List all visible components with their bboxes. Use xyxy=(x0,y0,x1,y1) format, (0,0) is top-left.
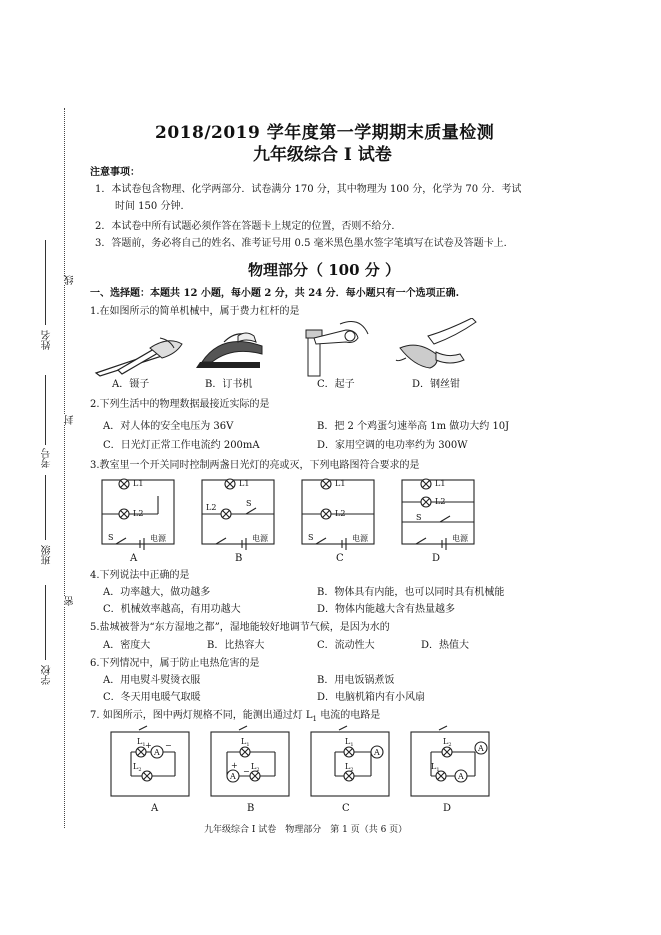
q5-stem: 5.盐城被誉为“东方湿地之都”，湿地能较好地调节气候，是因为水的 xyxy=(90,622,390,633)
q3b-src: 电源 xyxy=(252,534,268,543)
margin-label-name: 姓名 xyxy=(42,330,53,350)
q3d-l2: L2 xyxy=(435,497,446,506)
q2-option-a: A．对人体的安全电压为 36V xyxy=(103,421,234,432)
notice-item-3: 3．答题前，务必将自己的姓名、准考证号用 0.5 毫米黑色墨水签字笔填写在试卷及答题卡上． xyxy=(95,238,514,249)
q3a-l1: L1 xyxy=(133,479,144,488)
q7a-plus: + xyxy=(145,741,152,750)
q3-stem: 3.教室里一个开关同时控制两盏日光灯的亮或灭，下列电路图符合要求的是 xyxy=(90,460,420,471)
q5-option-d: D．热值大 xyxy=(421,640,470,651)
q4-option-a: A．功率越大，做功越多 xyxy=(103,587,211,598)
notice-item-1-cont: 时间 150 分钟． xyxy=(115,201,191,212)
q7-circuits xyxy=(105,724,495,802)
q3d-s: S xyxy=(416,513,422,522)
q3c-l1: L1 xyxy=(335,479,346,488)
q7-circuit-b xyxy=(211,726,289,796)
q3-label-b: B xyxy=(235,553,243,564)
q7a-minus: − xyxy=(165,741,172,750)
q7c-ammeter: A xyxy=(374,748,380,757)
margin-label-exam-no: 考号 xyxy=(42,448,53,468)
q7b-l1-label: $L_1$ xyxy=(241,737,250,748)
q3a-src: 电源 xyxy=(150,534,166,543)
q5-option-b: B．比热容大 xyxy=(207,640,265,651)
q3d-src: 电源 xyxy=(452,534,468,543)
q2-option-b: B．把 2 个鸡蛋匀速举高 1m 做功大约 10J xyxy=(317,421,510,432)
q3-label-c: C xyxy=(336,553,344,564)
seal-seal-text: 封 xyxy=(65,415,76,425)
q1-option-d: D．钢丝钳 xyxy=(412,379,461,390)
q5-option-a: A．密度大 xyxy=(103,640,151,651)
page-footer: 九年级综合 I 试卷 物理部分 第 1 页（共 6 页） xyxy=(204,825,408,835)
q7b-l2-label: $L_2$ xyxy=(251,762,260,773)
q7-circuit-a xyxy=(111,726,189,796)
q4-stem: 4.下列说法中正确的是 xyxy=(90,570,190,581)
q7-label-b: B xyxy=(247,803,255,814)
q6-option-b: B．用电饭锅煮饭 xyxy=(317,675,395,686)
q7-circuit-d xyxy=(411,726,489,796)
q3c-src: 电源 xyxy=(352,534,368,543)
q3-label-a: A xyxy=(130,553,138,564)
q6-option-a: A．用电熨斗熨烫衣服 xyxy=(103,675,201,686)
seal-dense-text: 密 xyxy=(65,596,76,606)
seal-line-text: 线 xyxy=(65,275,76,285)
bottle-opener-figure xyxy=(306,322,368,376)
q2-option-c: C．日光灯正常工作电流约 200mA xyxy=(103,440,260,451)
name-blank[interactable] xyxy=(45,240,46,325)
q7b-plus: + xyxy=(231,761,238,770)
q2-stem: 2.下列生活中的物理数据最接近实际的是 xyxy=(90,399,270,410)
q3b-l2: L2 xyxy=(206,503,217,512)
q7d-l2-label: $L_1$ xyxy=(431,762,440,773)
stapler-figure xyxy=(196,333,262,368)
margin-label-school: 学校 xyxy=(42,665,53,685)
q3c-s: S xyxy=(308,533,314,542)
q2-option-d: D．家用空调的电功率约为 300W xyxy=(317,440,468,451)
part1-heading: 一、选择题：本题共 12 小题，每小题 2 分，共 24 分．每小题只有一个选项正确. xyxy=(90,288,460,299)
q3d-l1: L1 xyxy=(435,479,446,488)
q7-stem: 7. 如图所示，图中两灯规格不同，能测出通过灯 $L_1$ 电流的电路是 xyxy=(90,710,381,723)
q6-stem: 6.下列情况中，属于防止电热危害的是 xyxy=(90,658,260,669)
notice-item-1: 1．本试卷包含物理、化学两部分．试卷满分 170 分，其中物理为 100 分，化学为 70 分．考试 xyxy=(95,184,522,195)
q3a-s: S xyxy=(108,533,114,542)
q3c-l2: L2 xyxy=(335,509,346,518)
q7a-l2-label: $L_2$ xyxy=(133,762,142,773)
q4-option-b: B．物体具有内能，也可以同时具有机械能 xyxy=(317,587,505,598)
notice-item-2: 2．本试卷中所有试题必须作答在答题卡上规定的位置，否则不给分． xyxy=(95,221,402,232)
q4-option-c: C．机械效率越高，有用功越大 xyxy=(103,604,241,615)
class-blank[interactable] xyxy=(45,475,46,540)
q1-stem: 1.在如图所示的简单机械中，属于费力杠杆的是 xyxy=(90,306,300,317)
q5-option-c: C．流动性大 xyxy=(317,640,375,651)
q1-option-a: A．镊子 xyxy=(112,379,150,390)
q3a-l2: L2 xyxy=(133,509,144,518)
exam-subtitle: 九年级综合 I 试卷 xyxy=(253,145,392,165)
q7b-ammeter: A xyxy=(230,772,236,781)
q7d-l1-label: $L_2$ xyxy=(443,737,452,748)
q7d-ammeter-2: A xyxy=(478,744,484,753)
q7-label-c: C xyxy=(342,803,350,814)
margin-label-class: 班级 xyxy=(42,545,53,565)
school-blank[interactable] xyxy=(45,585,46,660)
q4-option-d: D．物体内能越大含有热量越多 xyxy=(317,604,456,615)
q3b-l1: L1 xyxy=(239,479,250,488)
q7a-l1-label: $L_1$ xyxy=(137,737,146,748)
q7c-l2-label: $L_2$ xyxy=(345,762,354,773)
q7d-ammeter: A xyxy=(458,772,464,781)
section-title: 物理部分（ 100 分 ） xyxy=(248,261,400,279)
tweezers-figure xyxy=(96,338,182,376)
q1-option-b: B．订书机 xyxy=(205,379,253,390)
q7-label-a: A xyxy=(151,803,159,814)
q1-figures xyxy=(88,318,488,378)
q6-option-c: C．冬天用电暖气取暖 xyxy=(103,692,201,703)
q1-option-c: C．起子 xyxy=(317,379,355,390)
pliers-figure xyxy=(396,318,476,368)
exam-no-blank[interactable] xyxy=(45,375,46,445)
binding-line xyxy=(64,108,65,828)
q6-option-d: D．电脑机箱内有小风扇 xyxy=(317,692,426,703)
q7-label-d: D xyxy=(443,803,452,814)
notice-heading: 注意事项： xyxy=(90,167,140,178)
q7c-l1-label: $L_1$ xyxy=(345,737,354,748)
q3-circuits xyxy=(96,474,476,554)
q3-label-d: D xyxy=(432,553,441,564)
q7a-ammeter: A xyxy=(154,748,160,757)
q7b-minus: − xyxy=(243,767,250,776)
exam-title: 2018/2019 学年度第一学期期末质量检测 xyxy=(155,123,495,143)
q3b-s: S xyxy=(246,499,252,508)
